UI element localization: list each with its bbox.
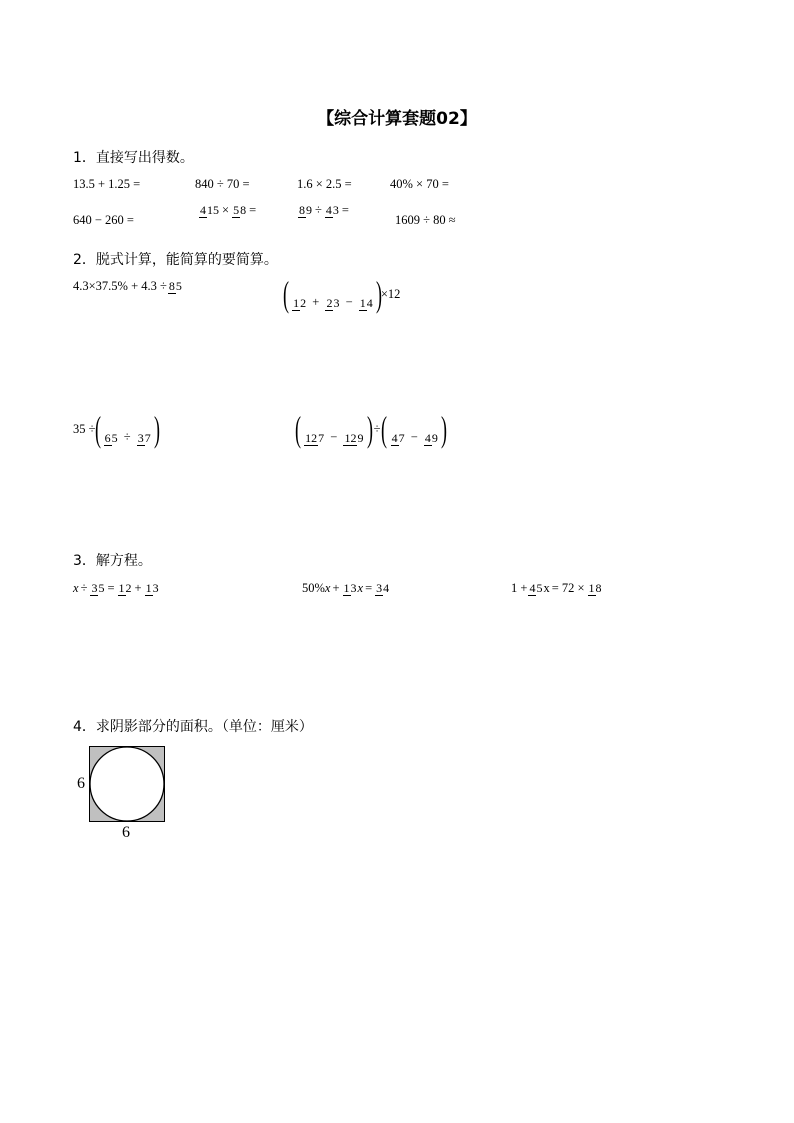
q2-b-op2: − [345,295,353,309]
q2-d-frac3: 47 [391,431,405,446]
q1-h-text: 1609 ÷ 80 ≈ [395,213,456,227]
section-2-heading: 2．脱式计算，能简算的要简算。 [73,252,278,268]
figure-bottom-label: 6 [122,824,130,841]
q2-item-a [73,278,183,294]
q1-item-g [297,202,351,218]
q2-b-tail: ×12 [380,286,401,301]
q1-f-tail: = [249,202,257,217]
q3-item-a [73,580,160,596]
q1-item-f [198,202,258,218]
q3-c-frac1: 45 [529,581,543,595]
q2-a-lead: 4.3×37.5% + 4.3 ÷ [73,278,167,293]
q3-b-var1: x [324,580,331,595]
q1-f-frac1: 415 [200,203,219,217]
q2-b-op1: + [312,295,320,309]
q2-b-right-paren: ) [375,274,382,314]
q2-d-op1: − [330,430,338,444]
q1-g-frac2: 43 [325,203,339,217]
inscribed-circle [90,747,164,821]
q3-c-eq: = 72 × [551,580,585,595]
q2-c-frac2: 37 [137,431,151,446]
section-3-heading: 3．解方程。 [73,553,152,569]
q3-b-frac1: 13 [343,581,357,595]
q3-c-var: x [543,580,550,595]
q2-d-left-paren-2: ( [381,409,388,449]
q2-d-left-paren-1: ( [295,409,301,449]
q1-item-h [395,213,456,228]
square-with-circle-diagram [89,746,165,822]
q2-b-left-paren: ( [283,274,289,314]
q1-f-op: × [222,202,230,217]
q3-c-lead: 1 + [511,580,528,595]
q1-c-text: 1.6 × 2.5 = [297,177,352,191]
q3-a-op1: ÷ [80,580,88,595]
section-4-heading: 4．求阴影部分的面积。（单位：厘米） [73,719,313,735]
q2-d-frac2: 129 [344,431,364,446]
q1-g-frac1: 89 [299,203,312,217]
q1-item-c [297,177,352,192]
q2-d-frac4: 49 [424,431,438,446]
q1-item-e [73,213,134,228]
q1-f-frac2: 58 [233,203,247,217]
q3-b-lead: 50% [302,580,325,595]
q3-b-frac2: 34 [376,581,390,595]
section-1-heading: 1．直接写出得数。 [73,150,194,166]
q3-b-op: + [332,580,340,595]
q2-b-frac3: 14 [359,296,373,311]
q2-d-right-paren-2: ) [441,409,447,449]
figure-side-label: 6 [77,775,85,792]
q1-item-d [390,177,449,192]
q1-d-text: 40% × 70 = [390,177,449,191]
q3-a-var: x [73,580,79,595]
q3-item-b [302,580,390,596]
q2-b-frac2: 23 [326,296,340,311]
q3-b-eq: = [365,580,373,595]
q2-c-op: ÷ [123,430,131,444]
q1-g-op: ÷ [315,202,322,217]
q3-a-frac2: 12 [118,581,132,595]
q3-b-var2: x [357,580,364,595]
q1-b-text: 840 ÷ 70 = [195,177,250,191]
q2-d-op2: − [410,430,418,444]
q1-item-a [73,177,140,192]
shaded-square-figure [89,746,165,822]
q2-a-frac: 85 [168,279,182,293]
q2-c-frac1: 65 [104,431,118,446]
q3-a-frac3: 13 [145,581,159,595]
q2-c-right-paren: ) [153,409,160,449]
q2-item-d [296,411,446,447]
q2-b-frac1: 12 [293,296,307,311]
q3-a-op2: + [134,580,142,595]
q3-a-eq: = [107,580,115,595]
q2-d-frac1: 127 [305,431,325,446]
q2-d-right-paren-1: ) [366,409,373,449]
q3-c-frac2: 18 [588,581,602,595]
q1-g-tail: = [341,202,349,217]
q2-c-lead: 35 ÷ [73,421,96,436]
q2-item-b [284,276,400,312]
q2-item-c [73,411,159,447]
q3-item-c [511,580,603,596]
q1-e-text: 640 − 260 = [73,213,134,227]
q3-a-frac1: 35 [91,581,105,595]
q2-d-mid: ÷ [373,421,381,436]
q1-a-text: 13.5 + 1.25 = [73,177,141,191]
q1-item-b [195,177,250,192]
page-title: 【综合计算套题02】 [317,109,477,129]
q2-c-left-paren: ( [94,409,101,449]
